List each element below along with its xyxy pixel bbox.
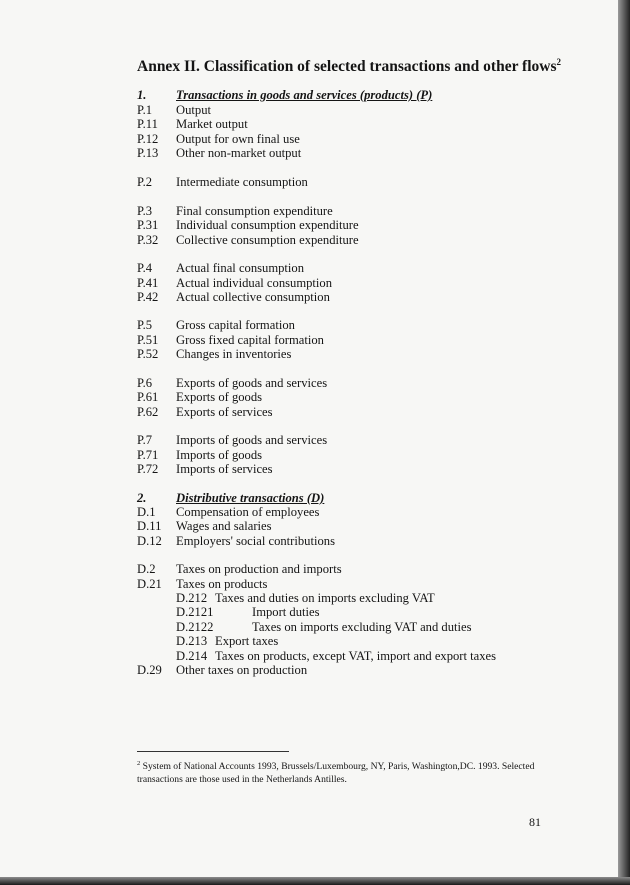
- transaction-code: P.1: [137, 103, 153, 117]
- transaction-code: D.212: [176, 591, 208, 605]
- transaction-code: D.2121: [176, 605, 214, 619]
- transaction-code: P.61: [137, 390, 159, 404]
- transaction-code: D.214: [176, 649, 208, 663]
- transaction-label: Actual collective consumption: [176, 290, 330, 304]
- transaction-label: Wages and salaries: [176, 519, 272, 533]
- transaction-label: Other non-market output: [176, 146, 302, 160]
- transaction-label: Gross capital formation: [176, 318, 295, 332]
- transaction-code: P.12: [137, 132, 159, 146]
- transaction-code: D.2122: [176, 620, 214, 634]
- footnote-text: System of National Accounts 1993, Brussels/Luxembourg, NY, Paris, Washington,DC. 1993. Selected transactions are those used in the Netherlands Antilles.: [137, 761, 535, 786]
- transaction-code: P.62: [137, 405, 159, 419]
- transaction-code: D.2: [137, 562, 156, 576]
- transaction-label: Import duties: [252, 605, 320, 619]
- transaction-code: P.7: [137, 433, 153, 447]
- annex-title: [137, 57, 561, 76]
- transaction-label: Transactions in goods and services (products) (P): [176, 88, 433, 102]
- scan-edge-right: [618, 0, 630, 885]
- transaction-label: Imports of goods: [176, 448, 263, 462]
- transaction-code: P.71: [137, 448, 159, 462]
- transaction-label: Exports of goods: [176, 390, 263, 404]
- transaction-label: Taxes and duties on imports excluding VAT: [215, 591, 435, 605]
- footnote-mark: 2: [137, 760, 141, 767]
- footnote-reference: 2: [556, 57, 561, 67]
- transaction-code: P.2: [137, 175, 153, 189]
- transaction-code: D.213: [176, 634, 208, 648]
- transaction-code: P.72: [137, 462, 159, 476]
- transaction-label: Actual final consumption: [176, 261, 305, 275]
- transaction-code: P.6: [137, 376, 153, 390]
- transaction-label: Export taxes: [215, 634, 279, 648]
- transaction-label: Imports of services: [176, 462, 273, 476]
- footnote: [137, 757, 547, 786]
- transaction-code: P.13: [137, 146, 159, 160]
- transaction-code: P.42: [137, 290, 159, 304]
- transaction-label: Market output: [176, 117, 248, 131]
- transaction-code: P.41: [137, 276, 159, 290]
- transaction-label: Gross fixed capital formation: [176, 333, 324, 347]
- transaction-code: D.12: [137, 534, 162, 548]
- transaction-code: P.5: [137, 318, 153, 332]
- transaction-code: P.11: [137, 117, 158, 131]
- transaction-label: Exports of goods and services: [176, 376, 328, 390]
- transaction-label: Individual consumption expenditure: [176, 218, 359, 232]
- transaction-label: Taxes on products: [176, 577, 268, 591]
- transaction-label: Intermediate consumption: [176, 175, 308, 189]
- transaction-code: D.29: [137, 663, 162, 677]
- transaction-code: P.51: [137, 333, 159, 347]
- transaction-label: Exports of services: [176, 405, 273, 419]
- annex-title-text: Annex II. Classification of selected transactions and other flows: [137, 58, 557, 76]
- transaction-code: D.21: [137, 577, 162, 591]
- transaction-label: Output: [176, 103, 211, 117]
- transaction-code: 2.: [137, 491, 147, 505]
- page-number: 81: [529, 815, 541, 829]
- transaction-label: Imports of goods and services: [176, 433, 328, 447]
- transaction-label: Other taxes on production: [176, 663, 308, 677]
- transaction-label: Employers' social contributions: [176, 534, 335, 548]
- transaction-code: 1.: [137, 88, 147, 102]
- transaction-code: P.32: [137, 233, 159, 247]
- transaction-code: D.1: [137, 505, 156, 519]
- transaction-label: Changes in inventories: [176, 347, 292, 361]
- transaction-code: P.4: [137, 261, 153, 275]
- transaction-label: Taxes on imports excluding VAT and duties: [252, 620, 472, 634]
- transaction-label: Output for own final use: [176, 132, 300, 146]
- transaction-label: Taxes on production and imports: [176, 562, 342, 576]
- transaction-code: P.52: [137, 347, 159, 361]
- transaction-label: Compensation of employees: [176, 505, 320, 519]
- transaction-code: D.11: [137, 519, 162, 533]
- transaction-label: Collective consumption expenditure: [176, 233, 359, 247]
- transaction-label: Actual individual consumption: [176, 276, 333, 290]
- transaction-code: P.3: [137, 204, 153, 218]
- transaction-label: Distributive transactions (D): [176, 491, 325, 505]
- transaction-label: Final consumption expenditure: [176, 204, 333, 218]
- transaction-label: Taxes on products, except VAT, import and export taxes: [215, 649, 497, 663]
- transaction-code: P.31: [137, 218, 159, 232]
- footnote-divider: [137, 751, 289, 752]
- scan-edge-bottom: [0, 877, 630, 885]
